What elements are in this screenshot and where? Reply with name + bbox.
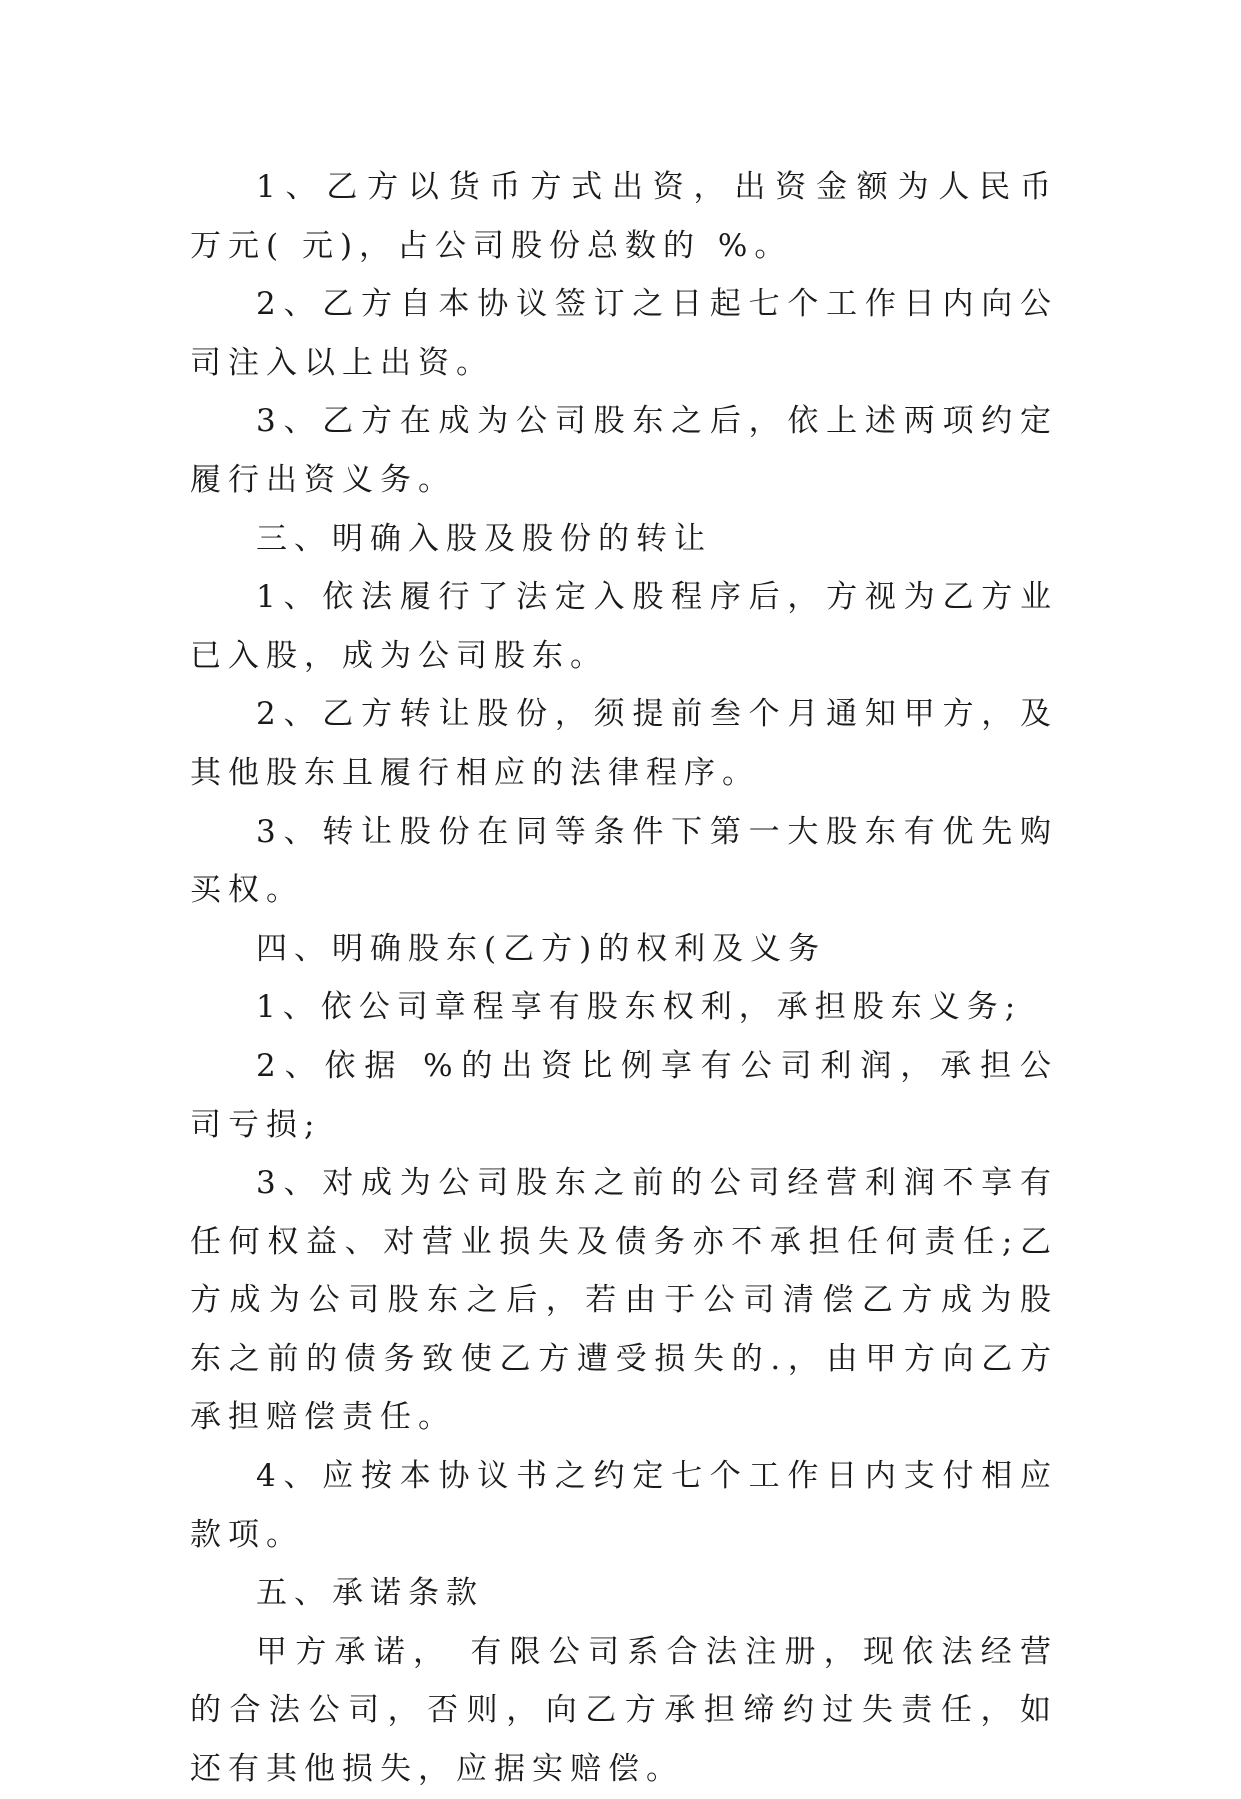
paragraph-12: 4、应按本协议书之约定七个工作日内支付相应款项。 — [190, 1458, 1058, 1553]
paragraph-3: 3、乙方在成为公司股东之后，依上述两项约定履行出资义务。 — [190, 403, 1058, 498]
paragraph-2: 2、乙方自本协议签订之日起七个工作日内向公司注入以上出资。 — [190, 286, 1058, 381]
section-heading-4: 四、明确股东(乙方)的权利及义务 — [256, 930, 827, 967]
paragraph-7: 3、转让股份在同等条件下第一大股东有优先购买权。 — [190, 813, 1058, 909]
paragraph-9: 1、依公司章程享有股东权利，承担股东义务; — [256, 989, 1023, 1026]
paragraph-6: 2、乙方转让股份，须提前叁个月通知甲方，及其他股东且履行相应的法律程序。 — [190, 696, 1058, 791]
document-page — [190, 158, 1058, 1799]
paragraph-11: 3、对成为公司股东之前的公司经营利润不享有任何权益、对营业损失及债务亦不承担任何责任;乙方成为公司股东之后，若由于公司清偿乙方成为股东之前的债务致使乙方遭受损失的.，由甲方向乙方承担赔偿责任。 — [190, 1165, 1058, 1436]
paragraph-5: 1、依法履行了法定入股程序后，方视为乙方业已入股，成为公司股东。 — [190, 579, 1058, 674]
paragraph-1: 1、乙方以货币方式出资，出资金额为人民币 万元( 元)，占公司股份总数的 %。 — [190, 169, 1058, 264]
section-heading-5: 五、承诺条款 — [256, 1575, 484, 1612]
section-heading-3: 三、明确入股及股份的转让 — [256, 520, 712, 557]
paragraph-14: 甲方承诺， 有限公司系合法注册，现依法经营的合法公司，否则，向乙方承担缔约过失责任，如还有其他损失，应据实赔偿。 — [190, 1633, 1058, 1788]
paragraph-10: 2、依据 %的出资比例享有公司利润，承担公司亏损; — [190, 1047, 1058, 1143]
